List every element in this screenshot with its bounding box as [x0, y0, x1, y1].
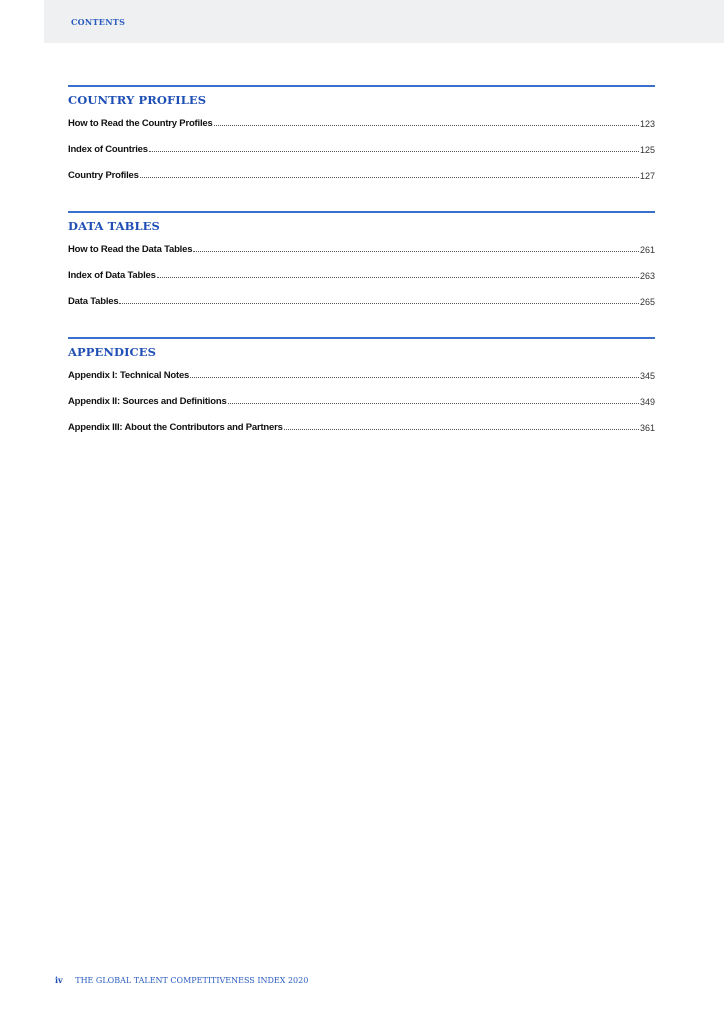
- toc-entry-page: 349: [639, 397, 655, 407]
- section-divider: [68, 85, 655, 87]
- toc-entry-page: 261: [639, 245, 655, 255]
- toc-section-appendices: [68, 337, 655, 433]
- toc-entry-label: Country Profiles: [68, 170, 139, 181]
- footer-page-number: iv: [55, 975, 63, 985]
- dot-leader: [157, 276, 639, 278]
- page-footer: [55, 975, 308, 985]
- toc-entry-page: 123: [639, 119, 655, 129]
- toc-entry-label: How to Read the Country Profiles: [68, 118, 213, 129]
- toc-entry[interactable]: [68, 361, 655, 381]
- toc-entry-label: Index of Data Tables: [68, 270, 156, 281]
- toc-entry[interactable]: [68, 235, 655, 255]
- toc-entry-label: Data Tables: [68, 296, 119, 307]
- dot-leader: [284, 428, 639, 430]
- toc-entry-page: 127: [639, 171, 655, 181]
- toc-entry[interactable]: [68, 155, 655, 181]
- toc-entry-label: How to Read the Data Tables: [68, 244, 193, 255]
- section-title: COUNTRY PROFILES: [68, 93, 207, 107]
- toc-entry[interactable]: [68, 109, 655, 129]
- section-divider: [68, 337, 655, 339]
- toc-entry-label: Appendix III: About the Contributors and Partners: [68, 422, 283, 433]
- toc-entry-page: 361: [639, 423, 655, 433]
- header-bar: [44, 0, 724, 43]
- toc-entry-page: 263: [639, 271, 655, 281]
- toc-entry-page: 265: [639, 297, 655, 307]
- toc-entry[interactable]: [68, 381, 655, 407]
- toc-section-data-tables: [68, 211, 655, 307]
- section-title: APPENDICES: [68, 345, 157, 359]
- toc-entry-label: Appendix II: Sources and Definitions: [68, 396, 227, 407]
- dot-leader: [149, 150, 639, 152]
- dot-leader: [214, 124, 639, 126]
- contents-header-label: CONTENTS: [71, 17, 126, 27]
- dot-leader: [140, 176, 639, 178]
- toc-entry[interactable]: [68, 255, 655, 281]
- dot-leader: [228, 402, 639, 404]
- section-title: DATA TABLES: [68, 219, 160, 233]
- toc-entry-page: 345: [639, 371, 655, 381]
- toc-entry-page: 125: [639, 145, 655, 155]
- dot-leader: [190, 376, 639, 378]
- toc-entry-label: Index of Countries: [68, 144, 148, 155]
- toc-entry-label: Appendix I: Technical Notes: [68, 370, 190, 381]
- footer-title: THE GLOBAL TALENT COMPETITIVENESS INDEX 2020: [75, 976, 309, 985]
- toc-section-country-profiles: [68, 85, 655, 181]
- toc-entry[interactable]: [68, 129, 655, 155]
- dot-leader: [193, 250, 639, 252]
- section-divider: [68, 211, 655, 213]
- toc-entry[interactable]: [68, 281, 655, 307]
- toc-entry[interactable]: [68, 407, 655, 433]
- dot-leader: [119, 302, 639, 304]
